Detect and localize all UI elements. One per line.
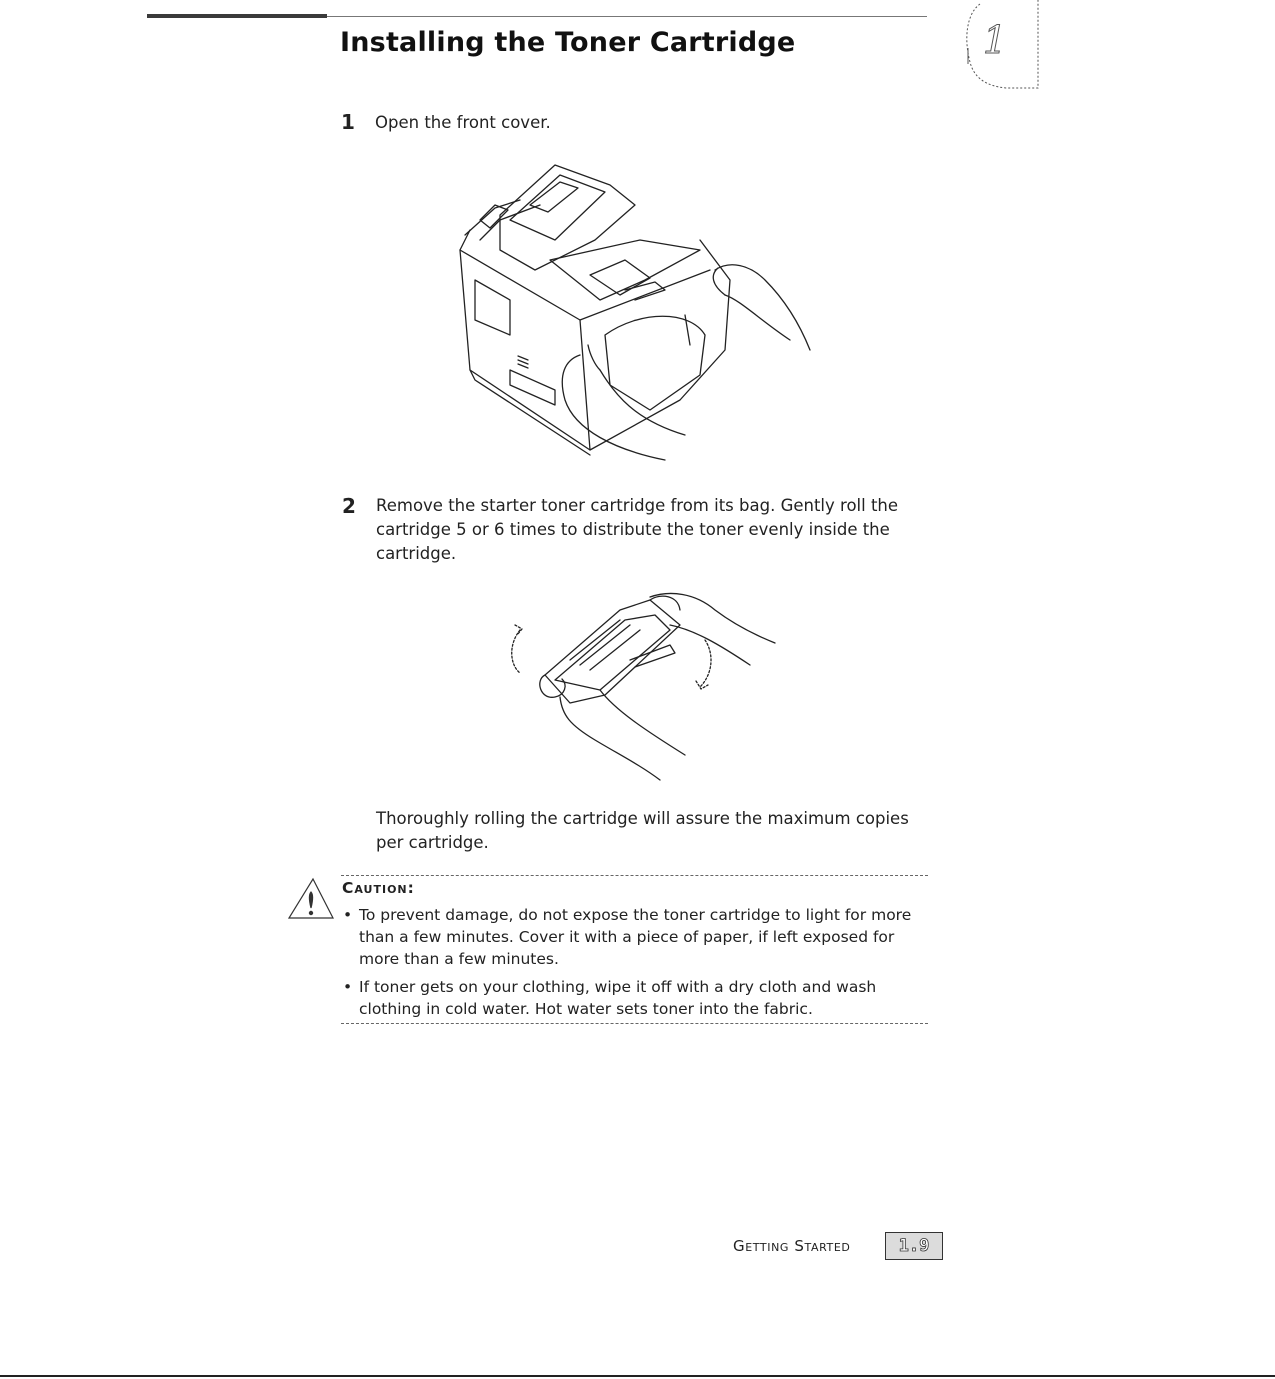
page-number-badge: 1.9 (885, 1232, 943, 1260)
step-1-text: Open the front cover. (375, 113, 551, 132)
chapter-number: 1 (982, 18, 1008, 62)
header-rule-thin (327, 16, 927, 17)
header-rule-thick (147, 14, 327, 18)
warning-triangle-icon (285, 876, 335, 922)
printer-front-cover-open-illustration (440, 160, 820, 470)
bullet: • (343, 978, 353, 996)
chapter-tab (958, 0, 1040, 90)
footer-section-label: Getting Started (733, 1237, 851, 1255)
step-2-text: Remove the starter toner cartridge from its bag. Gently roll the cartridge 5 or 6 times to distribute the toner evenly inside the cartridge. (376, 496, 899, 563)
caution-divider-top (341, 875, 928, 876)
caution-item-text: To prevent damage, do not expose the toner cartridge to light for more than a few minutes. Cover it with a piece of paper, if left exposed for more than a few minutes. (359, 906, 912, 968)
caution-list (342, 904, 932, 1026)
page-bottom-rule (0, 1375, 1275, 1377)
toner-cartridge-rolling-illustration (500, 585, 790, 785)
caution-item (342, 904, 932, 970)
cartridge-note: Thoroughly rolling the cartridge will assure the maximum copies per cartridge. (376, 809, 909, 852)
caution-item-text: If toner gets on your clothing, wipe it off with a dry cloth and wash clothing in cold water. Hot water sets toner into the fabric. (359, 978, 877, 1018)
step-1-number: 1 (341, 110, 355, 134)
caution-title: Caution: (342, 879, 415, 897)
caution-divider-bottom (341, 1023, 928, 1024)
step-2-number: 2 (342, 494, 356, 518)
caution-item (342, 976, 932, 1020)
page-title: Installing the Toner Cartridge (340, 27, 796, 58)
bullet: • (343, 906, 353, 924)
